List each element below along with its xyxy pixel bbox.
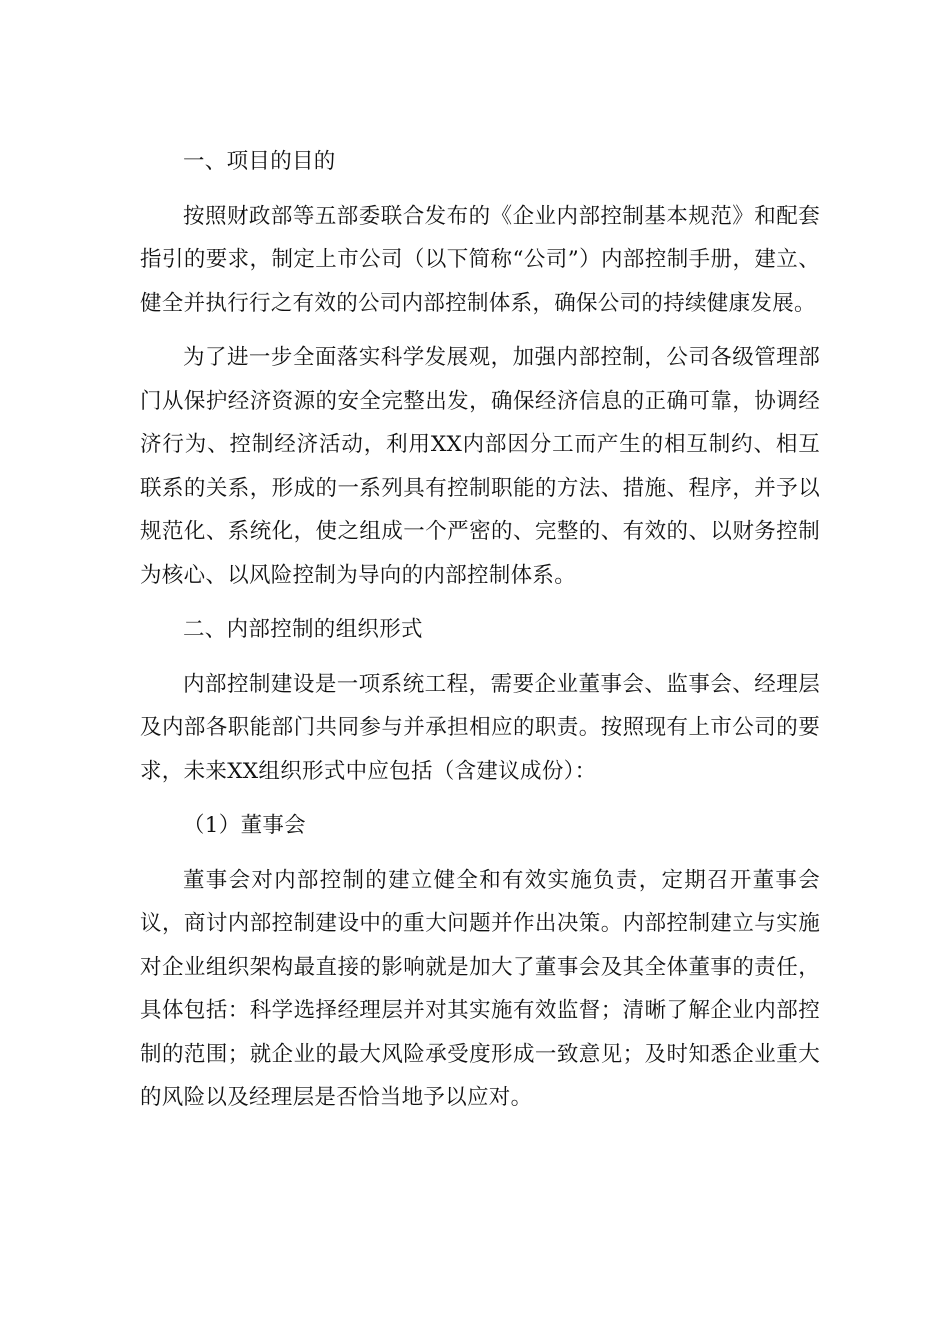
paragraph-board-1: 董事会对内部控制的建立健全和有效实施负责，定期召开董事会议，商讨内部控制建设中的重大问题并作出决策。内部控制建立与实施对企业组织架构最直接的影响就是加大了董事会及其全体董事的责任，具体包括：科学选择经理层并对其实施有效监督；清晰了解企业内部控制的范围；就企业的最大风险承受度形成一致意见；及时知悉企业重大的风险以及经理层是否恰当地予以应对。 — [140, 867, 820, 1110]
document-body — [140, 140, 820, 1120]
paragraph-organization-1: 内部控制建设是一项系统工程，需要企业董事会、监事会、经理层及内部各职能部门共同参与并承担相应的职责。按照现有上市公司的要求，未来XX组织形式中应包括（含建议成份）： — [140, 671, 820, 784]
paragraph-purpose-2: 为了进一步全面落实科学发展观，加强内部控制，公司各级管理部门从保护经济资源的安全完整出发，确保经济信息的正确可靠，协调经济行为、控制经济活动，利用XX内部因分工而产生的相互制约、相互联系的关系，形成的一系列具有控制职能的方法、措施、程序，并予以规范化、系统化，使之组成一个严密的、完整的、有效的、以财务控制为核心、以风险控制为导向的内部控制体系。 — [140, 345, 820, 588]
section-heading-organization: 二、内部控制的组织形式 — [183, 617, 423, 642]
subsection-heading-board: （1）董事会 — [183, 813, 306, 838]
section-heading-purpose: 一、项目的目的 — [183, 149, 336, 174]
paragraph-purpose-1: 按照财政部等五部委联合发布的《企业内部控制基本规范》和配套指引的要求，制定上市公司（以下简称“公司”）内部控制手册，建立、健全并执行行之有效的公司内部控制体系，确保公司的持续健康发展。 — [140, 203, 820, 316]
